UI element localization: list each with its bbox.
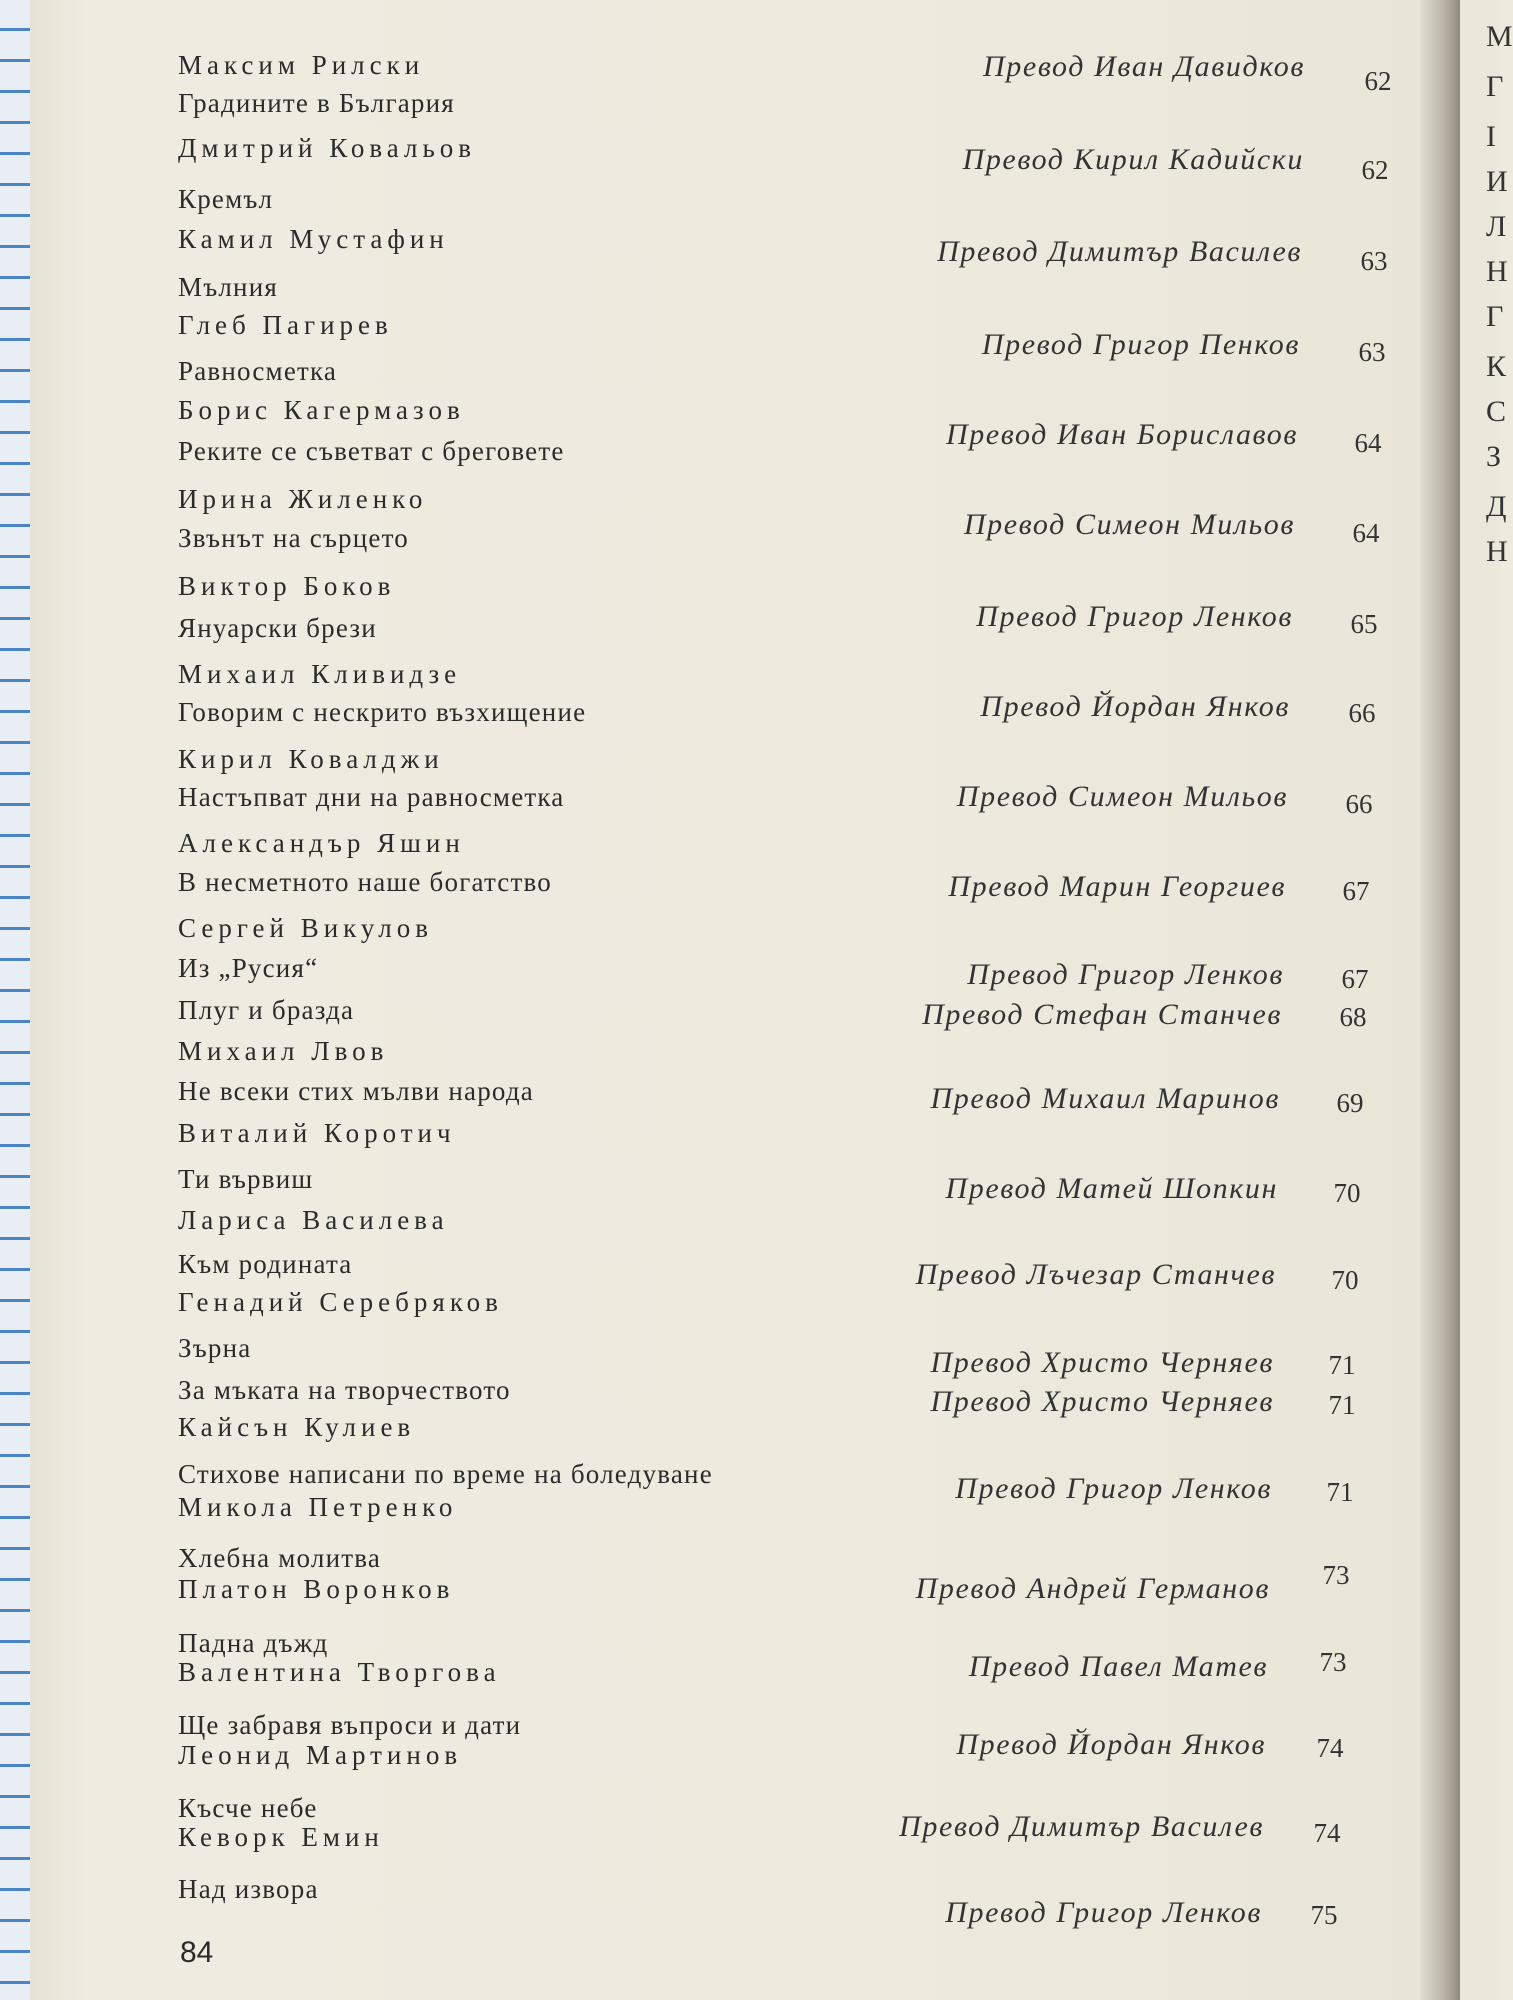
toc-page-number: 71 — [1328, 1390, 1356, 1420]
toc-title: Звънът на сърцето — [178, 523, 409, 553]
toc-page-number: 69 — [1336, 1088, 1364, 1118]
toc-author: Ирина Жиленко — [178, 484, 428, 514]
toc-translator: Превод Симеон Мильов — [956, 780, 1288, 813]
toc-title: Към родината — [178, 1249, 353, 1279]
toc-translator: Превод Стефан Станчев — [922, 998, 1282, 1031]
toc-page-number: 68 — [1339, 1002, 1367, 1032]
toc-author: Леонид Мартинов — [178, 1740, 463, 1770]
toc-translator: Превод Марин Георгиев — [948, 870, 1286, 903]
toc-title: Ти вървиш — [178, 1164, 314, 1194]
toc-translator: Превод Григор Ленков — [976, 600, 1293, 633]
toc-author: Борис Кагермазов — [178, 395, 465, 425]
toc-author: Максим Рилски — [178, 50, 425, 80]
facing-page-letter: Д — [1486, 490, 1507, 523]
toc-title: Плуг и бразда — [178, 995, 355, 1025]
toc-page-number: 66 — [1345, 789, 1373, 819]
toc-translator: Превод Михаил Маринов — [930, 1082, 1280, 1115]
facing-page-letter: І — [1486, 120, 1496, 153]
toc-translator: Превод Симеон Мильов — [963, 508, 1295, 541]
toc-title: Хлебна молитва — [178, 1543, 382, 1573]
toc-title: Над извора — [178, 1874, 319, 1904]
toc-page-number: 64 — [1352, 518, 1380, 548]
toc-author: Валентина Творгова — [178, 1657, 501, 1687]
toc-page-number: 73 — [1319, 1647, 1347, 1677]
toc-author: Михаил Лвов — [178, 1036, 389, 1066]
toc-title: Равносметка — [178, 356, 338, 386]
page-gutter — [1420, 0, 1460, 2000]
toc-page-number: 62 — [1361, 155, 1389, 185]
toc-title: Настъпват дни на равносметка — [178, 782, 565, 812]
facing-page-letter: М — [1486, 20, 1513, 53]
toc-author: Александър Яшин — [178, 828, 465, 858]
facing-page-letter: Л — [1486, 210, 1507, 243]
facing-page-letter: Г — [1486, 70, 1504, 103]
toc-author: Дмитрий Ковальов — [178, 133, 477, 163]
toc-translator: Превод Кирил Кадийски — [962, 143, 1304, 176]
toc-author: Платон Воронков — [178, 1574, 455, 1604]
toc-translator: Превод Димитър Василев — [899, 1810, 1264, 1843]
toc-page-number: 70 — [1333, 1178, 1361, 1208]
toc-translator: Превод Христо Черняев — [930, 1346, 1274, 1379]
toc-title: Късче небе — [178, 1793, 318, 1823]
toc-author: Лариса Василева — [178, 1205, 449, 1235]
toc-page-number: 73 — [1322, 1560, 1350, 1590]
facing-page-letter: З — [1486, 440, 1502, 473]
toc-page-number: 64 — [1354, 428, 1382, 458]
binding-edge — [0, 0, 30, 2000]
toc-title: За мъката на творчеството — [178, 1375, 511, 1405]
toc-translator: Превод Матей Шопкин — [945, 1172, 1278, 1205]
toc-title: Ще забравя въпроси и дати — [178, 1710, 522, 1740]
facing-page-letter: И — [1486, 165, 1508, 198]
toc-translator: Превод Иван Давидков — [983, 50, 1305, 83]
toc-translator: Превод Андрей Германов — [915, 1572, 1270, 1605]
toc-page-number: 63 — [1360, 246, 1388, 276]
toc-page-number: 71 — [1326, 1477, 1354, 1507]
toc-translator: Превод Григор Пенков — [981, 328, 1300, 361]
toc-title: Падна дъжд — [178, 1628, 329, 1658]
toc-author: Кеворк Емин — [178, 1822, 384, 1852]
toc-author: Кирил Ковалджи — [178, 744, 444, 774]
toc-translator: Превод Йордан Янков — [980, 690, 1290, 723]
page-number: 84 — [180, 1936, 214, 1969]
toc-translator: Превод Христо Черняев — [930, 1385, 1274, 1418]
toc-title: Говорим с нескрито възхищение — [178, 697, 587, 727]
toc-page-number: 70 — [1331, 1265, 1359, 1295]
toc-page-number: 71 — [1328, 1350, 1356, 1380]
toc-page-number: 67 — [1342, 876, 1370, 906]
toc-title: Януарски брези — [178, 613, 377, 643]
toc-author: Микола Петренко — [178, 1492, 458, 1522]
toc-page-number: 67 — [1341, 964, 1369, 994]
toc-author: Виктор Боков — [178, 571, 396, 601]
toc-translator: Превод Григор Ленков — [945, 1896, 1262, 1929]
toc-title: Реките се съветват с бреговете — [178, 436, 565, 466]
toc-title: Кремъл — [178, 184, 274, 214]
toc-title: Из „Русия“ — [178, 953, 319, 983]
facing-page-letter: С — [1486, 395, 1507, 428]
toc-title: Мълния — [178, 272, 278, 302]
toc-title: Зърна — [178, 1333, 252, 1363]
toc-title: Стихове написани по време на боледуване — [178, 1459, 713, 1489]
toc-author: Кайсън Кулиев — [178, 1412, 416, 1442]
toc-translator: Превод Григор Ленков — [967, 958, 1284, 991]
toc-page-number: 75 — [1310, 1900, 1338, 1930]
toc-author: Сергей Викулов — [178, 913, 433, 943]
toc-page-number: 63 — [1358, 337, 1386, 367]
toc-page-number: 66 — [1348, 698, 1376, 728]
toc-author: Глеб Пагирев — [178, 310, 393, 340]
facing-page-letter: Н — [1486, 255, 1508, 288]
toc-page-number: 74 — [1313, 1818, 1341, 1848]
toc-author: Камил Мустафин — [178, 224, 449, 254]
toc-translator: Превод Павел Матев — [968, 1650, 1268, 1683]
toc-translator: Превод Йордан Янков — [956, 1728, 1266, 1761]
toc-author: Виталий Коротич — [178, 1118, 456, 1148]
toc-title: Не всеки стих мълви народа — [178, 1076, 534, 1106]
facing-page-letter: Н — [1486, 535, 1508, 568]
toc-page-number: 62 — [1364, 66, 1392, 96]
toc-translator: Превод Димитър Василев — [937, 235, 1302, 268]
toc-translator: Превод Иван Бориславов — [945, 418, 1298, 451]
toc-author: Генадий Серебряков — [178, 1287, 503, 1317]
toc-page-number: 65 — [1350, 609, 1378, 639]
toc-title: В несметното наше богатство — [178, 867, 552, 897]
toc-translator: Превод Лъчезар Станчев — [915, 1258, 1276, 1291]
toc-translator: Превод Григор Ленков — [955, 1472, 1272, 1505]
toc-author: Михаил Кливидзе — [178, 659, 462, 689]
toc-title: Градините в България — [178, 88, 455, 118]
facing-page-letter: К — [1486, 350, 1507, 383]
facing-page-letter: Г — [1486, 300, 1504, 333]
toc-page-number: 74 — [1316, 1733, 1344, 1763]
